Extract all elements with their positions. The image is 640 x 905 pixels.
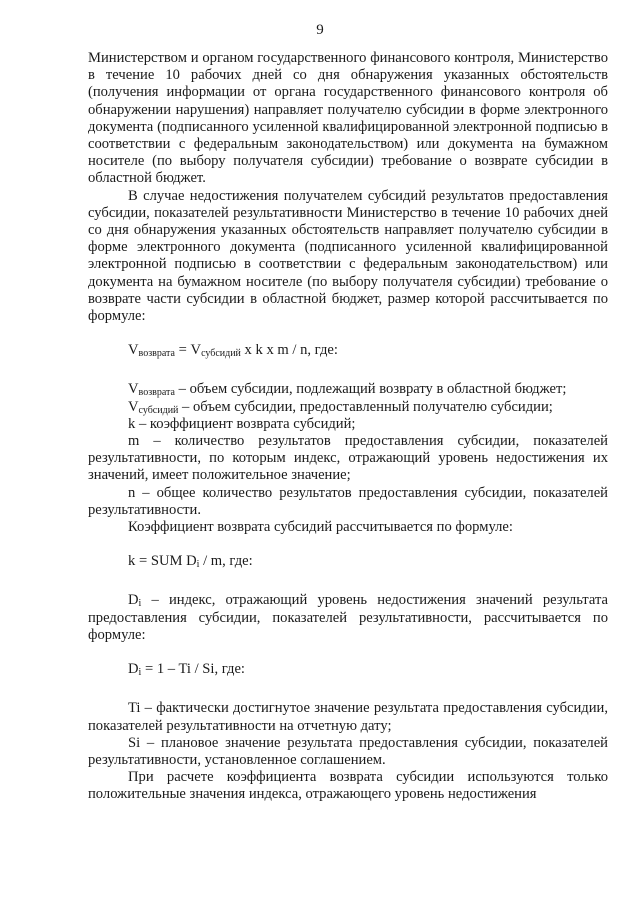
- paragraph-positive-values: При расчете коэффициента возврата субсидии используются только положительные значения индекса, отражающего уровень недостижения: [88, 769, 608, 803]
- page-number: 9: [316, 22, 324, 38]
- definition-v-subsidy: $V_{субсидий}$ – объем субсидии, предоставленный получателю субсидии;: [128, 398, 553, 416]
- definition-ti: Ti – фактически достигнутое значение результата предоставления субсидии, показателей результативности на отчетную дату;: [88, 700, 608, 734]
- definition-m: m – количество результатов предоставления субсидии, показателей результативности, по которым индекс, отражающий уровень недостижения их значений, имеет положительное значение;: [88, 433, 608, 484]
- document-body: [88, 50, 608, 804]
- definition-k: k – коэффициент возврата субсидий;: [128, 415, 356, 432]
- paragraph-continuation: Министерством и органом государственного финансового контроля, Министерство в течение 10 рабочих дней со дня обнаружения указанных обстоятельств (получения информации от органа государственного финансового контроля об обнаружении нарушения) направляет получателю субсидии в форме электронного документа (подписанного усиленной квалифицированной электронной подписью в соответствии с федеральным законодательством) или документа на бумажном носителе (по выбору получателя субсидии) требование о возврате субсидии в областной бюджет.: [88, 50, 608, 187]
- definition-v-refund: $V_{возврата}$ – объем субсидии, подлежащий возврату в областной бюджет;: [128, 381, 567, 399]
- definition-n: n – общее количество результатов предоставления субсидии, показателей результативности.: [88, 484, 608, 518]
- formula-coefficient: k = SUM $D_i$ / m, где:: [128, 553, 253, 571]
- paragraph-nonachievement: В случае недостижения получателем субсидий результатов предоставления субсидии, показателей результативности Министерство в течение 10 рабочих дней со дня обнаружения указанных обстоятельств направляет получателю субсидии в форме электронного документа (подписанного усиленной квалифицированной электронной подписью в соответствии с федеральным законодательством) или документа на бумажном носителе (по выбору получателя субсидии) требование о возврате части субсидии в областной бюджет, размер которой рассчитывается по формуле:: [88, 187, 608, 325]
- paragraph-coefficient-intro: Коэффициент возврата субсидий рассчитывается по формуле:: [128, 519, 513, 536]
- formula-index: $D_i = 1 - Ti / Si$, где:: [128, 661, 245, 679]
- formula-refund-volume: $V_{возврата} = V_{субсидий}$ x k x m / n, где:: [128, 342, 338, 360]
- definition-di: $D_i$ – индекс, отражающий уровень недостижения значений результата предоставления субсидии, показателей результативности, рассчитывается по формуле:: [88, 592, 608, 643]
- definition-si: Si – плановое значение результата предоставления субсидии, показателей результативности, установленное соглашением.: [88, 734, 608, 768]
